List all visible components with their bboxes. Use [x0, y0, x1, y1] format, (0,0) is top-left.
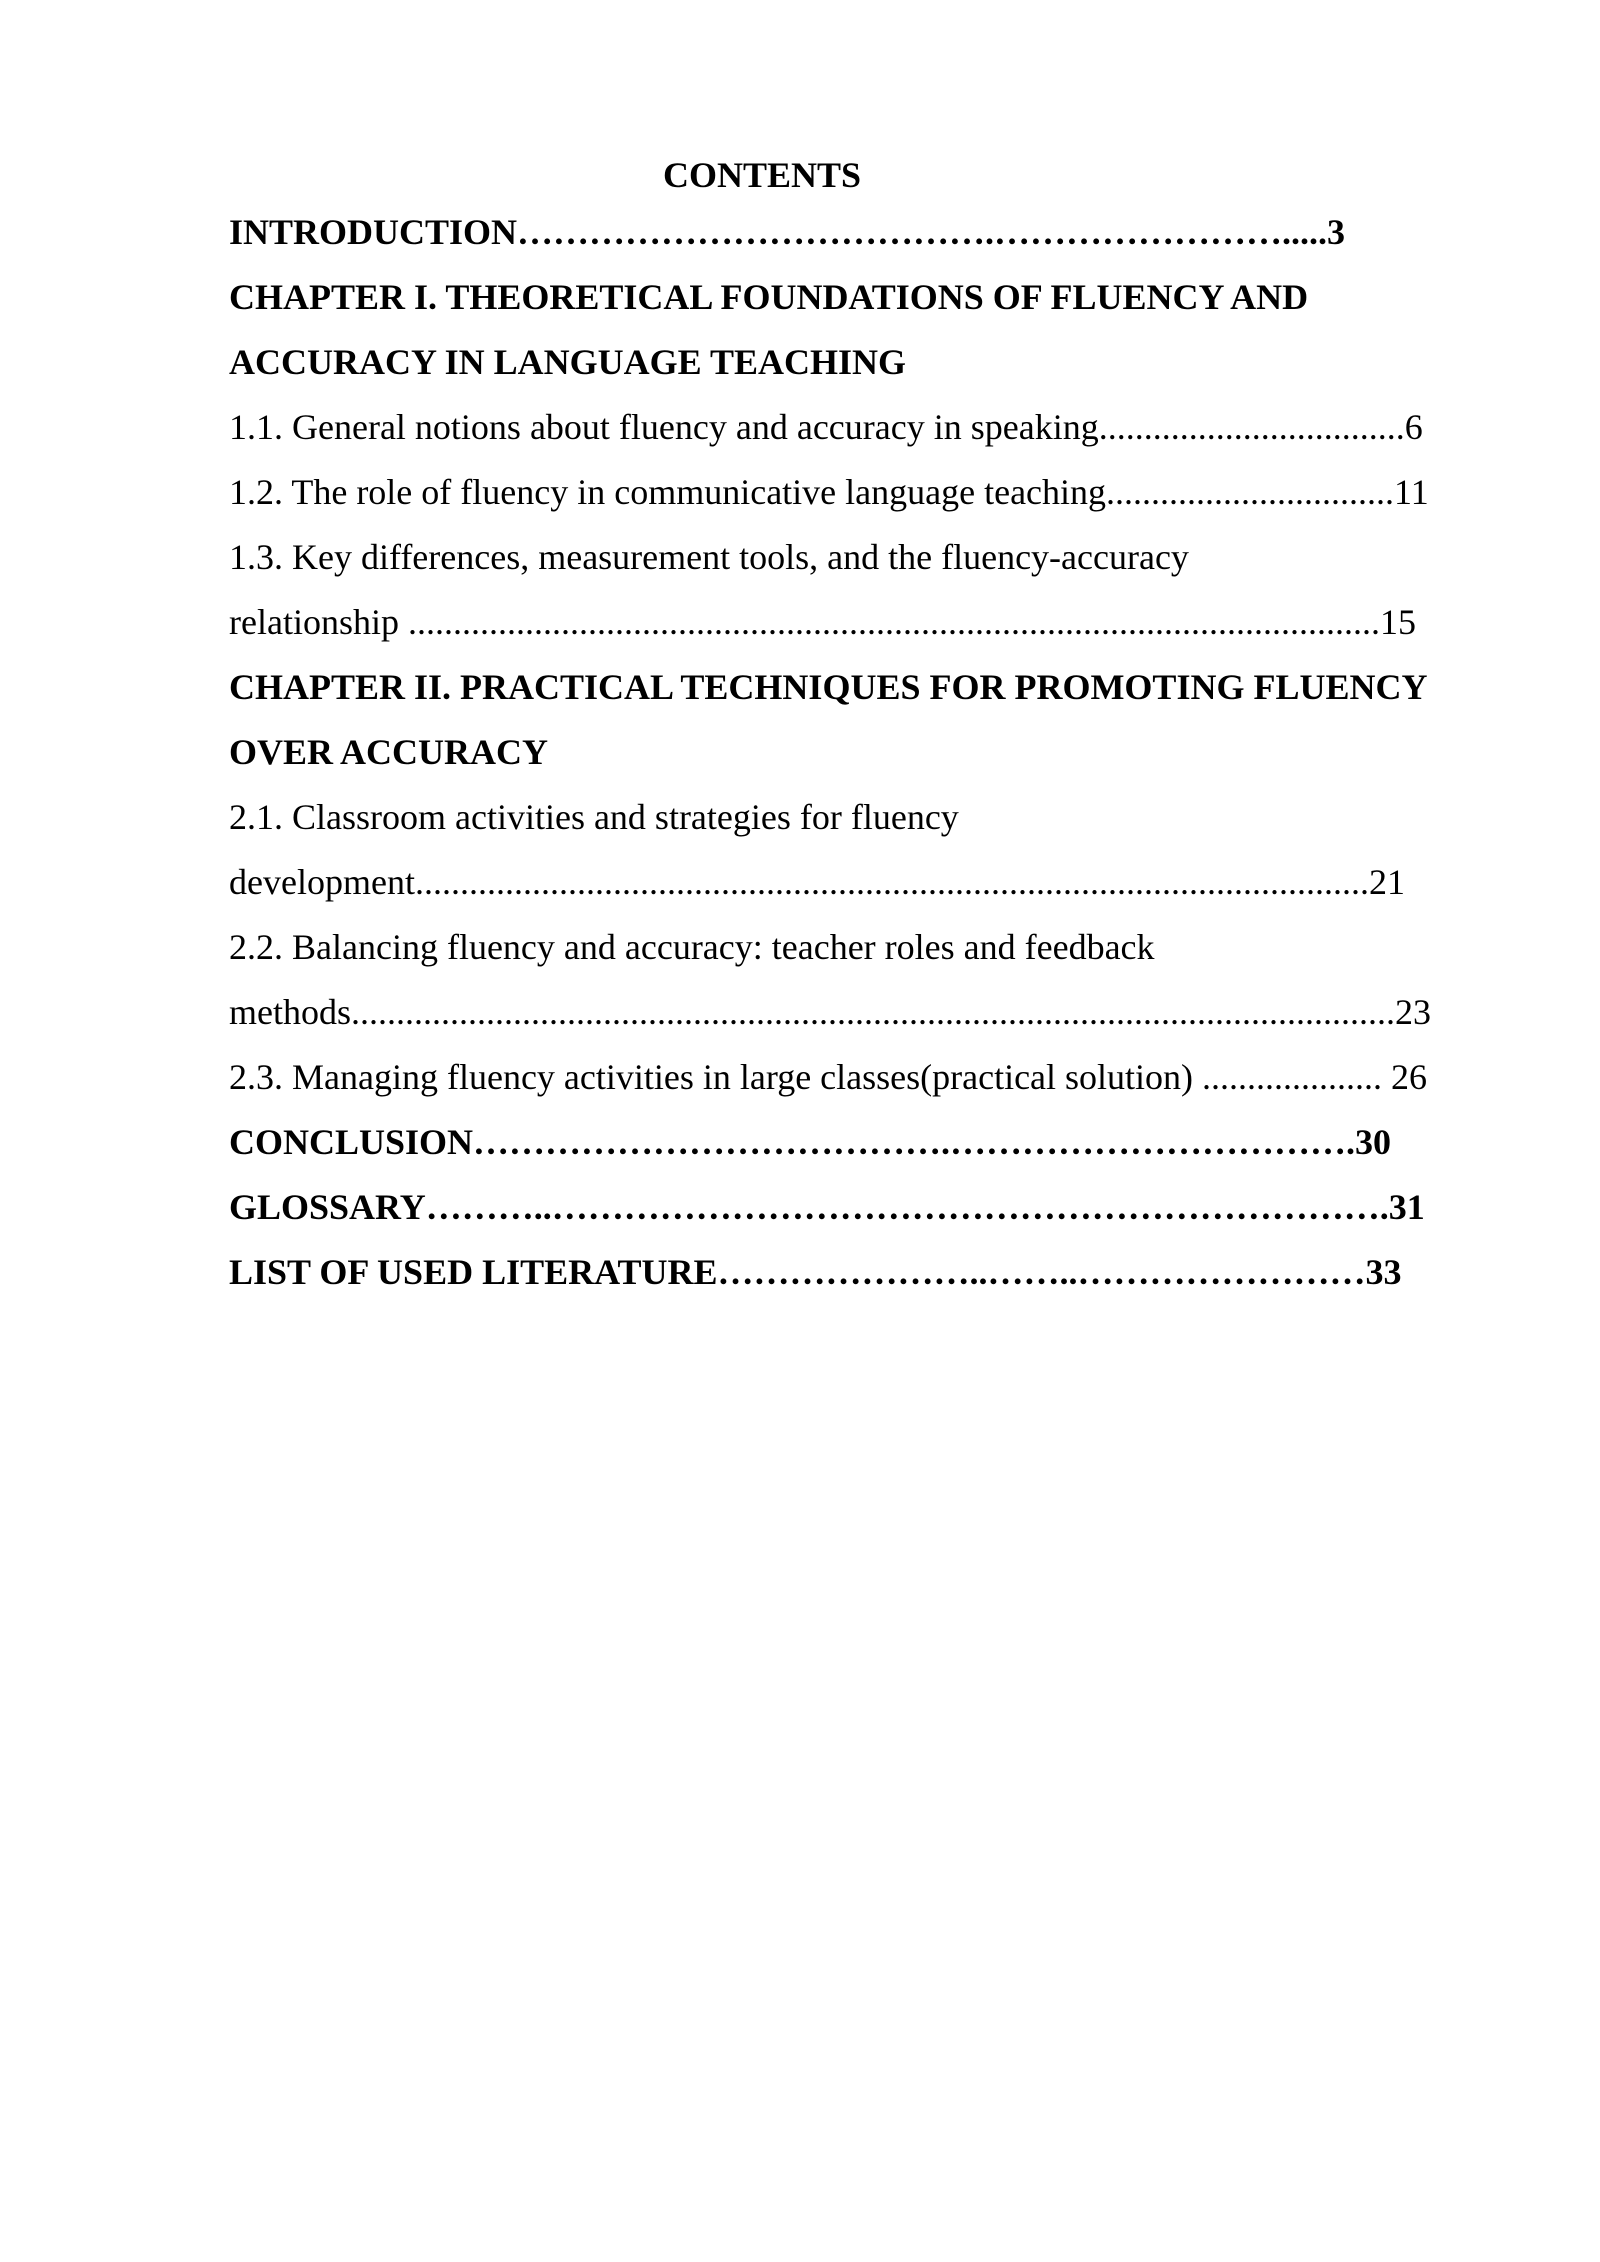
toc-line: 2.2. Balancing fluency and accuracy: teacher roles and feedback	[229, 927, 1155, 967]
toc-line: LIST OF USED LITERATURE…………………..……..……………………33	[229, 1252, 1402, 1292]
toc-line: 1.1. General notions about fluency and accuracy in speaking..................................6	[229, 407, 1423, 447]
toc-line: 1.3. Key differences, measurement tools, and the fluency-accuracy	[229, 537, 1189, 577]
toc-line: 2.3. Managing fluency activities in large classes(practical solution) .................... 26	[229, 1057, 1428, 1097]
toc-line: CONCLUSION………………………………….…………………………….30	[229, 1122, 1392, 1162]
toc-title: CONTENTS	[663, 155, 862, 195]
toc-line: development..........................................................................................................21	[229, 862, 1405, 902]
toc-line: 2.1. Classroom activities and strategies for fluency	[229, 797, 959, 837]
toc-line: methods....................................................................................................................23	[229, 992, 1431, 1032]
toc-line: relationship ............................................................................................................15	[229, 602, 1416, 642]
toc-line: ACCURACY IN LANGUAGE TEACHING	[229, 342, 907, 382]
toc-line: OVER ACCURACY	[229, 732, 549, 772]
table-of-contents	[229, 150, 1489, 1305]
toc-line: 1.2. The role of fluency in communicative language teaching................................11	[229, 472, 1429, 512]
toc-line: CHAPTER I. THEORETICAL FOUNDATIONS OF FLUENCY AND	[229, 277, 1309, 317]
toc-line: GLOSSARY………..…………………………………………………………….31	[229, 1187, 1425, 1227]
toc-line: CHAPTER II. PRACTICAL TECHNIQUES FOR PROMOTING FLUENCY	[229, 667, 1428, 707]
toc-lines	[229, 200, 1489, 1305]
toc-line: INTRODUCTION………………………………….…………………….....3	[229, 212, 1346, 252]
